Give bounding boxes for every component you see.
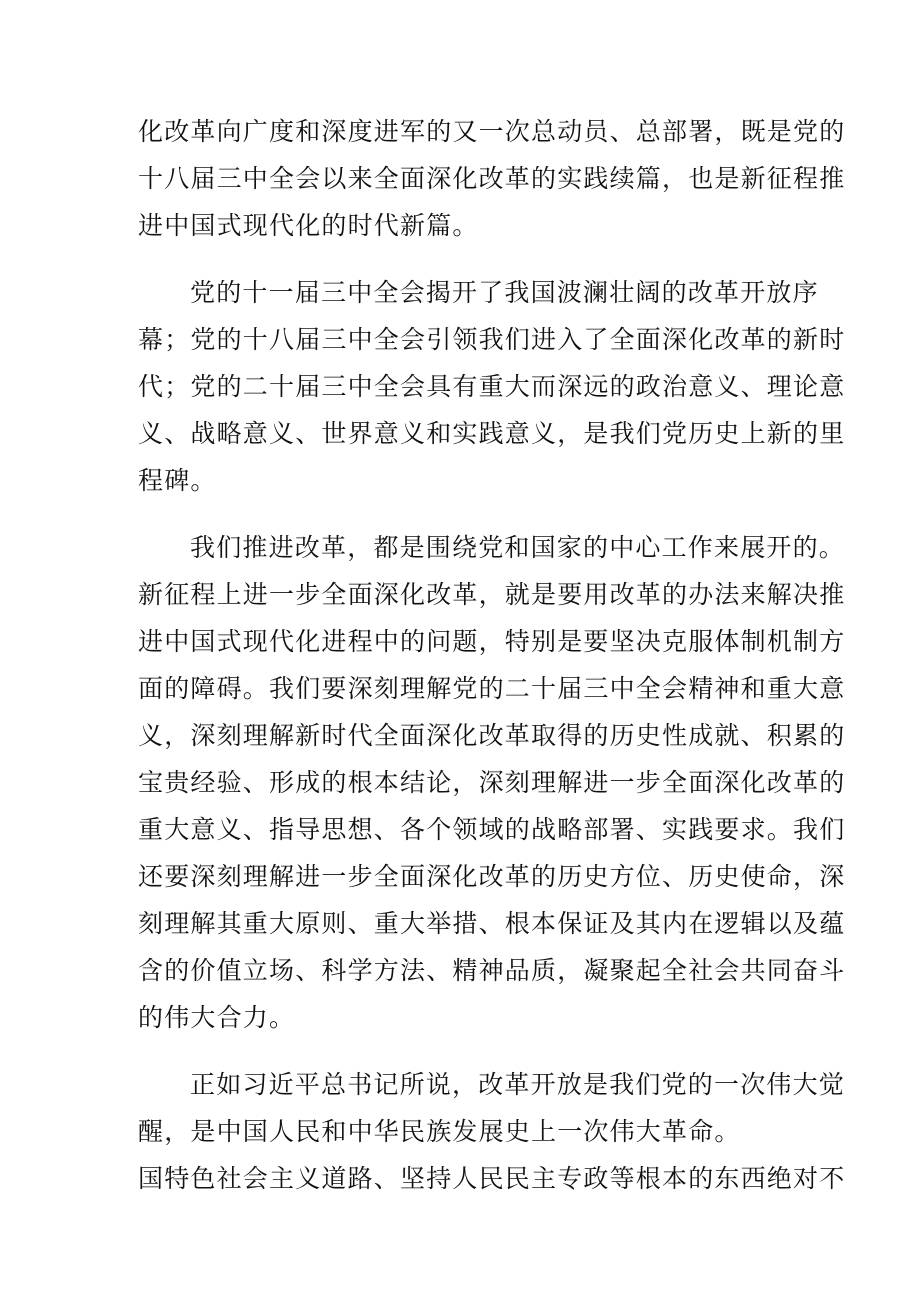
text-line: 幕；党的十八届三中全会引领我们进入了全面深化改革的新时: [138, 325, 846, 354]
text-line: 十八届三中全会以来全面深化改革的实践续篇，也是新征程推: [138, 164, 846, 193]
text-line: 的伟大合力。: [138, 1003, 296, 1032]
text-line: 新征程上进一步全面深化改革，就是要用改革的办法来解决推: [138, 580, 846, 609]
text-line: 宝贵经验、形成的根本结论，深刻理解进一步全面深化改革的: [138, 768, 846, 797]
text-line: 进中国式现代化的时代新篇。: [138, 211, 479, 240]
text-line: 含的价值立场、科学方法、精神品质，凝聚起全社会共同奋斗: [138, 956, 846, 985]
text-line: 我们推进改革，都是围绕党和国家的中心工作来展开的。: [190, 533, 846, 562]
text-line: 刻理解其重大原则、重大举措、根本保证及其内在逻辑以及蕴: [138, 909, 846, 938]
text-line: 义，深刻理解新时代全面深化改革取得的历史性成就、积累的: [138, 721, 846, 750]
paragraph-gap: [138, 504, 798, 524]
text-line: 还要深刻理解进一步全面深化改革的历史方位、历史使命，深: [138, 862, 846, 891]
text-line: 国特色社会主义道路、坚持人民民主专政等根本的东西绝对不: [138, 1164, 846, 1193]
paragraph-gap: [138, 249, 798, 269]
paragraph-gap: [138, 1041, 798, 1061]
text-line: 进中国式现代化进程中的问题，特别是要坚决克服体制机制方: [138, 627, 846, 656]
text-line: 义、战略意义、世界意义和实践意义，是我们党历史上新的里: [138, 419, 846, 448]
paragraph-5: [138, 1155, 846, 1202]
text-line: 重大意义、指导思想、各个领域的战略部署、实践要求。我们: [138, 815, 846, 844]
text-line: 化改革向广度和深度进军的又一次总动员、总部署，既是党的: [138, 117, 846, 146]
text-line: 程碑。: [138, 466, 217, 495]
text-line: 面的障碍。我们要深刻理解党的二十届三中全会精神和重大意: [138, 674, 846, 703]
paragraph-4: [138, 1061, 846, 1155]
text-line: 醒，是中国人民和中华民族发展史上一次伟大革命。: [138, 1117, 741, 1146]
text-line: 党的十一届三中全会揭开了我国波澜壮阔的改革开放序: [190, 278, 819, 307]
paragraph-1: [138, 108, 846, 249]
document-body: [138, 108, 846, 1202]
text-line: 正如习近平总书记所说，改革开放是我们党的一次伟大觉: [190, 1070, 846, 1099]
paragraph-2: [138, 269, 846, 504]
text-line: 代；党的二十届三中全会具有重大而深远的政治意义、理论意: [138, 372, 846, 401]
paragraph-3: [138, 524, 846, 1041]
